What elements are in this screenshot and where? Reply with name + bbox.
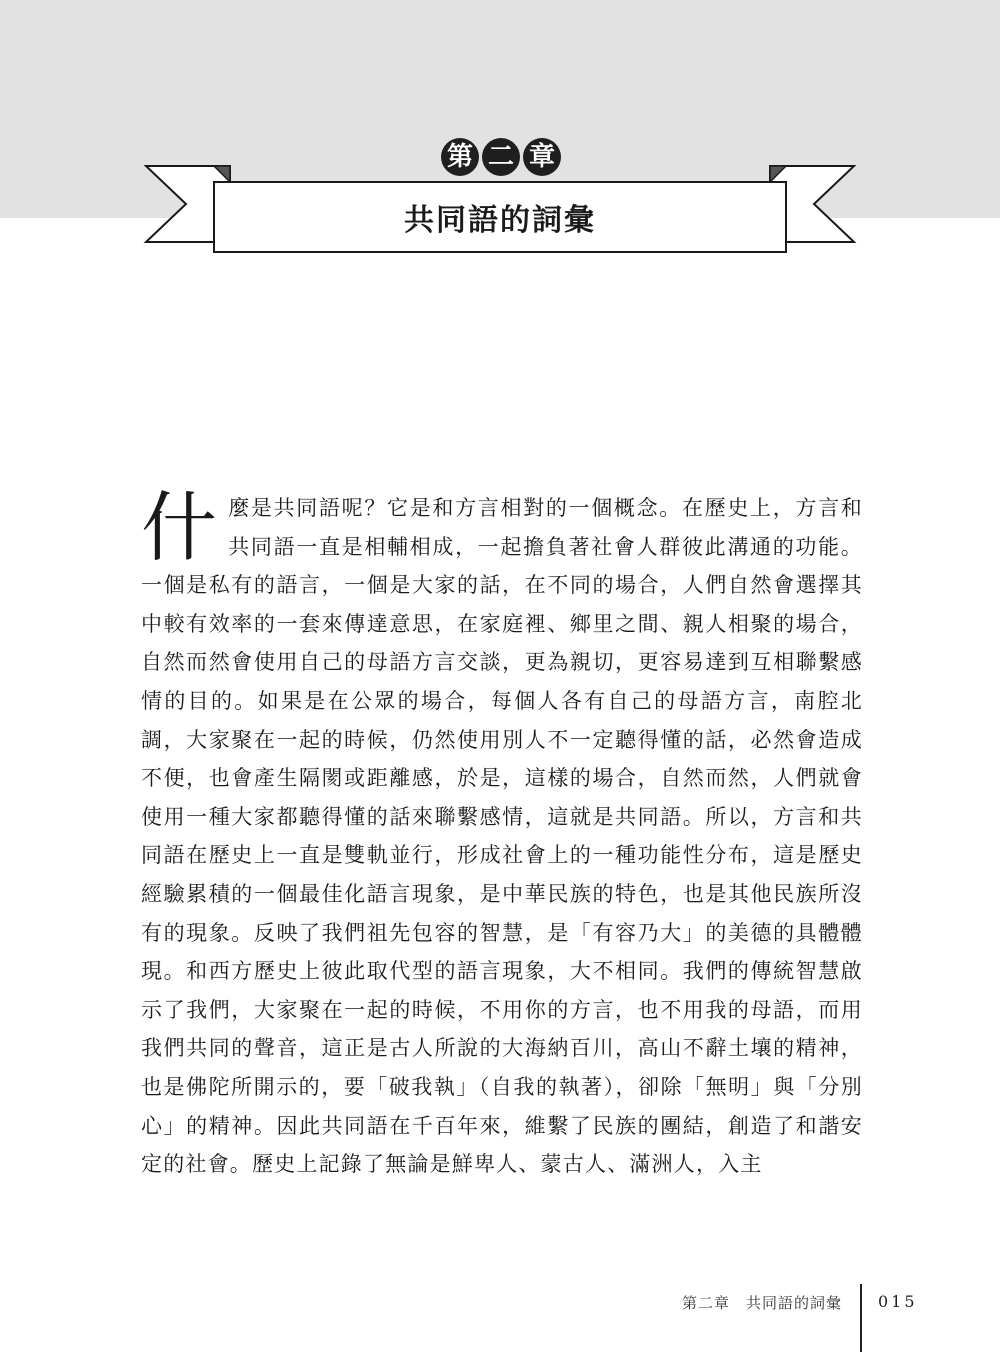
chapter-title: 共同語的詞彙 [404,203,596,238]
footer-divider [860,1284,862,1352]
page-number: 015 [878,1292,918,1311]
chapter-badge-2: 二 [482,138,520,176]
chapter-badge-3: 章 [523,138,561,176]
paragraph-text: 麼是共同語呢？它是和方言相對的一個概念。在歷史上，方言和共同語一直是相輔相成，一起擔負著社會人群彼此溝通的功能。一個是私有的語言，一個是大家的話，在不同的場合，人們自然會選擇其中較有效率的一套來傳達意思，在家庭裡、鄉里之間、親人相聚的場合，自然而然會使用自己的母語方言交談，更為親切，更容易達到互相聯繫感情的目的。如果是在公眾的場合，每個人各有自己的母語方言，南腔北調，大家聚在一起的時候，仍然使用別人不一定聽得懂的話，必然會造成不便，也會產生隔閡或距離感，於是，這樣的場合，自然而然，人們就會使用一種大家都聽得懂的話來聯繫感情，這就是共同語。所以，方言和共同語在歷史上一直是雙軌並行，形成社會上的一種功能性分布，這是歷史經驗累積的一個最佳化語言現象，是中華民族的特色，也是其他民族所沒有的現象。反映了我們祖先包容的智慧，是「有容乃大」的美德的具體體現。和西方歷史上彼此取代型的語言現象，大不相同。我們的傳統智慧啟示了我們，大家聚在一起的時候，不用你的方言，也不用我的母語，而用我們共同的聲音，這正是古人所說的大海納百川，高山不辭土壤的精神，也是佛陀所開示的，要「破我執」（自我的執著），卻除「無明」與「分別心」的精神。因此共同語在千百年來，維繫了民族的團結，創造了和諧安定的社會。歷史上記錄了無論是鮮卑人、蒙古人、滿洲人，入主 [141,496,863,1177]
body-paragraph [141,483,863,1184]
page-footer [0,1284,1000,1324]
chapter-badge-1: 第 [441,138,479,176]
running-title: 第二章 共同語的詞彙 [681,1294,842,1312]
drop-cap: 什 [141,483,219,572]
chapter-label [0,138,1000,188]
